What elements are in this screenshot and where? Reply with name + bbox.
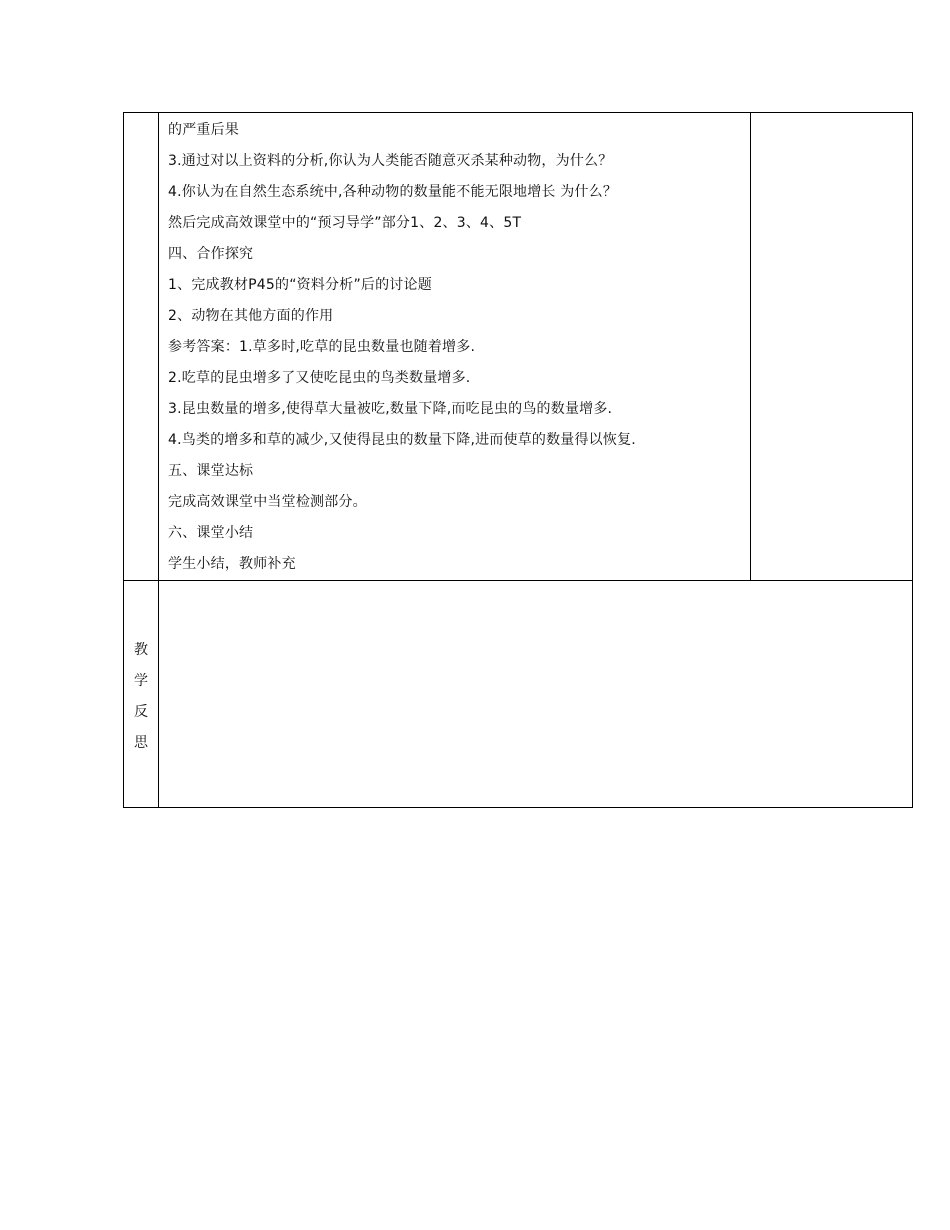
reflection-label-cell [124, 581, 159, 808]
reflection-label-char: 学 [134, 673, 149, 689]
procedure-line: 2、动物在其他方面的作用 [168, 308, 334, 324]
lesson-plan-table [123, 112, 913, 808]
notes-cell [750, 113, 912, 581]
section-heading: 五、课堂达标 [168, 463, 254, 479]
procedure-line: 完成高效课堂中当堂检测部分。 [168, 494, 367, 510]
procedure-label-cell [124, 113, 159, 581]
section-heading: 六、课堂小结 [168, 525, 254, 541]
procedure-line: 学生小结，教师补充 [168, 556, 296, 572]
procedure-content-cell [159, 113, 751, 581]
reflection-row [124, 581, 913, 808]
procedure-line: 4.你认为在自然生态系统中,各种动物的数量能不能无限地增长 为什么？ [168, 184, 618, 200]
procedure-line: 的严重后果 [168, 122, 240, 138]
answer-line: 4.鸟类的增多和草的减少,又使得昆虫的数量下降,进而使草的数量得以恢复. [168, 432, 636, 448]
answer-line: 参考答案：1.草多时,吃草的昆虫数量也随着增多. [168, 339, 476, 355]
answer-line: 3.昆虫数量的增多,使得草大量被吃,数量下降,而吃昆虫的鸟的数量增多. [168, 401, 613, 417]
procedure-line: 3.通过对以上资料的分析,你认为人类能否随意灭杀某种动物，为什么？ [168, 153, 613, 169]
reflection-label [133, 635, 149, 759]
section-heading: 四、合作探究 [168, 246, 254, 262]
procedure-line: 1、完成教材P45的“资料分析”后的讨论题 [168, 277, 432, 293]
reflection-content-cell[interactable] [159, 581, 913, 808]
procedure-line: 然后完成高效课堂中的“预习导学”部分1、2、3、4、5T [168, 215, 522, 231]
reflection-label-char: 思 [134, 735, 149, 751]
reflection-label-char: 反 [134, 704, 149, 720]
procedure-row [124, 113, 913, 581]
answer-line: 2.吃草的昆虫增多了又使吃昆虫的鸟类数量增多. [168, 370, 471, 386]
reflection-label-char: 教 [134, 642, 149, 658]
